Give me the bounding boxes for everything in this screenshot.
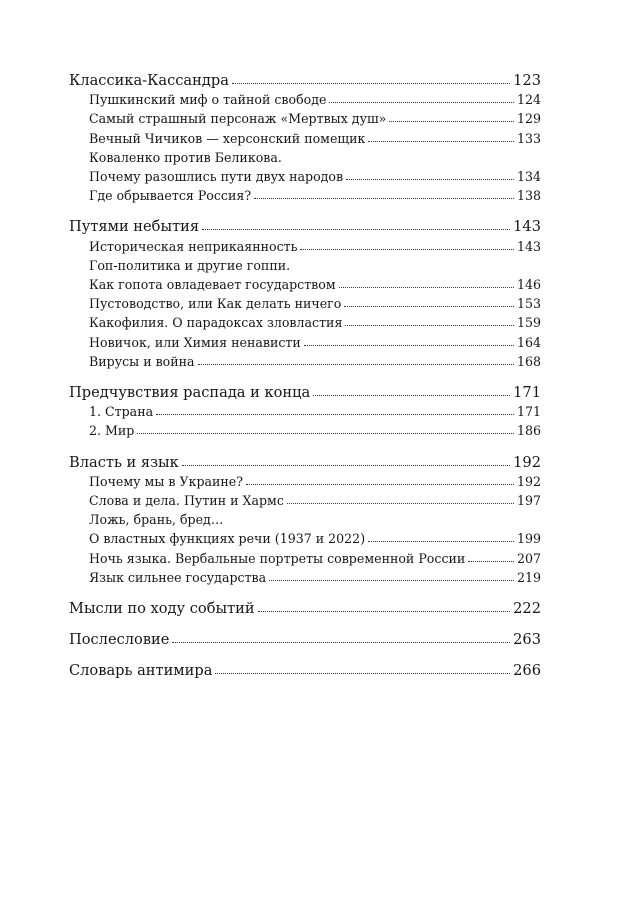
dot-leader [137, 432, 514, 434]
dot-leader [368, 140, 514, 142]
toc-entry-title: Пустоводство, или Как делать ничего [89, 296, 342, 312]
toc-entry [69, 167, 541, 186]
toc-entry-title: Историческая неприкаянность [89, 238, 298, 254]
dot-leader [254, 197, 514, 199]
dot-leader [329, 101, 514, 103]
dot-leader [468, 560, 514, 562]
toc-page-number: 171 [513, 384, 541, 402]
toc-page-number: 186 [516, 423, 541, 439]
toc-entry-title: Какофилия. О парадоксах зловластия [89, 315, 343, 331]
dot-leader [182, 464, 510, 466]
dot-leader [339, 286, 514, 288]
toc-entry-title: 1. Страна [89, 404, 154, 420]
toc-entry-title: 2. Мир [89, 423, 135, 439]
toc-page-number: 164 [516, 334, 541, 350]
toc-page-number: 192 [513, 453, 541, 471]
dot-leader [313, 394, 510, 396]
dot-leader [389, 120, 514, 122]
toc-entry [69, 237, 541, 256]
dot-leader [344, 305, 514, 307]
toc-entry-title: Мысли по ходу событий [69, 600, 255, 618]
toc-page-number: 143 [513, 218, 541, 236]
toc-page-number: 138 [516, 188, 541, 204]
toc-entry-title: Путями небытия [69, 218, 200, 236]
toc-page-number: 133 [516, 130, 541, 146]
toc-entry-title: Власть и язык [69, 453, 179, 471]
toc-section-heading [69, 599, 541, 618]
toc-entry-title: Почему разошлись пути двух народов [89, 169, 344, 185]
toc-entry [69, 294, 541, 313]
toc-entry [69, 352, 541, 371]
toc-entry-title: Вечный Чичиков — херсонский помещик [89, 130, 366, 146]
toc-section [69, 661, 541, 680]
toc-entry-title: Послесловие [69, 631, 170, 649]
toc-entry [69, 402, 541, 421]
dot-leader [304, 344, 514, 346]
toc-page-number: 197 [516, 493, 541, 509]
toc-entry-title: Словарь антимира [69, 662, 213, 680]
toc-entry [69, 148, 541, 167]
dot-leader [226, 522, 538, 523]
dot-leader [269, 579, 514, 581]
toc-page-number: 129 [516, 111, 541, 127]
toc-entry-title: Слова и дела. Путин и Хармс [89, 493, 284, 509]
toc-entry-title: О властных функциях речи (1937 и 2022) [89, 531, 366, 547]
toc-entry-title: Ложь, брань, бред… [89, 512, 224, 528]
dot-leader [346, 178, 514, 180]
dot-leader [246, 483, 514, 485]
toc-page-number: 153 [516, 296, 541, 312]
toc-entry [69, 313, 541, 332]
toc-entry [69, 275, 541, 294]
toc-entry-title: Новичок, или Химия ненависти [89, 334, 301, 350]
toc-section [69, 630, 541, 649]
toc-page-number: 168 [516, 353, 541, 369]
toc-page-number: 207 [516, 550, 541, 566]
toc-entry [69, 491, 541, 510]
toc-entry-title: Язык сильнее государства [89, 569, 267, 585]
toc-entry [69, 472, 541, 491]
toc-section [69, 217, 541, 371]
toc-page-number: 171 [516, 404, 541, 420]
toc-entry-title: Пушкинский миф о тайной свободе [89, 92, 327, 108]
toc-entry [69, 90, 541, 109]
toc-section [69, 453, 541, 587]
dot-leader [172, 641, 510, 643]
table-of-contents [69, 71, 541, 693]
toc-entry [69, 333, 541, 352]
dot-leader [293, 268, 538, 269]
toc-page-number: 143 [516, 238, 541, 254]
dot-leader [202, 228, 510, 230]
dot-leader [156, 413, 514, 415]
toc-entry-title: Коваленко против Беликова. [89, 149, 282, 165]
dot-leader [215, 672, 510, 674]
toc-page-number: 192 [516, 473, 541, 489]
toc-page-number: 146 [516, 277, 541, 293]
toc-entry-title: Гоп-политика и другие гоппи. [89, 257, 291, 273]
dot-leader [232, 82, 510, 84]
toc-section-heading [69, 453, 541, 472]
toc-section [69, 599, 541, 618]
dot-leader [368, 540, 514, 542]
toc-section-heading [69, 71, 541, 90]
toc-entry-title: Ночь языка. Вербальные портреты современной России [89, 550, 466, 566]
toc-entry-title: Вирусы и война [89, 353, 195, 369]
toc-entry [69, 256, 541, 275]
toc-page-number: 124 [516, 92, 541, 108]
toc-page-number: 263 [513, 631, 541, 649]
toc-section-heading [69, 630, 541, 649]
toc-entry [69, 568, 541, 587]
toc-entry-title: Почему мы в Украине? [89, 473, 244, 489]
toc-page-number: 134 [516, 169, 541, 185]
toc-page-number: 266 [513, 662, 541, 680]
dot-leader [198, 363, 514, 365]
dot-leader [287, 502, 514, 504]
toc-page-number: 219 [516, 569, 541, 585]
toc-section-heading [69, 217, 541, 236]
toc-entry [69, 109, 541, 128]
toc-entry [69, 421, 541, 440]
toc-page-number: 159 [516, 315, 541, 331]
toc-entry-title: Где обрывается Россия? [89, 188, 252, 204]
toc-entry [69, 129, 541, 148]
toc-entry [69, 529, 541, 548]
dot-leader [258, 610, 511, 612]
toc-page-number: 199 [516, 531, 541, 547]
toc-page-number: 222 [513, 600, 541, 618]
toc-entry [69, 510, 541, 529]
dot-leader [300, 248, 513, 250]
toc-entry [69, 186, 541, 205]
toc-section-heading [69, 383, 541, 402]
dot-leader [345, 324, 514, 326]
toc-section [69, 71, 541, 205]
toc-entry-title: Самый страшный персонаж «Мертвых душ» [89, 111, 387, 127]
toc-entry-title: Предчувствия распада и конца [69, 384, 311, 402]
toc-entry [69, 549, 541, 568]
toc-entry-title: Классика-Кассандра [69, 72, 229, 89]
toc-entry-title: Как гопота овладевает государством [89, 277, 336, 293]
toc-section [69, 383, 541, 441]
toc-page-number: 123 [513, 72, 541, 89]
dot-leader [285, 160, 538, 161]
toc-section-heading [69, 661, 541, 680]
